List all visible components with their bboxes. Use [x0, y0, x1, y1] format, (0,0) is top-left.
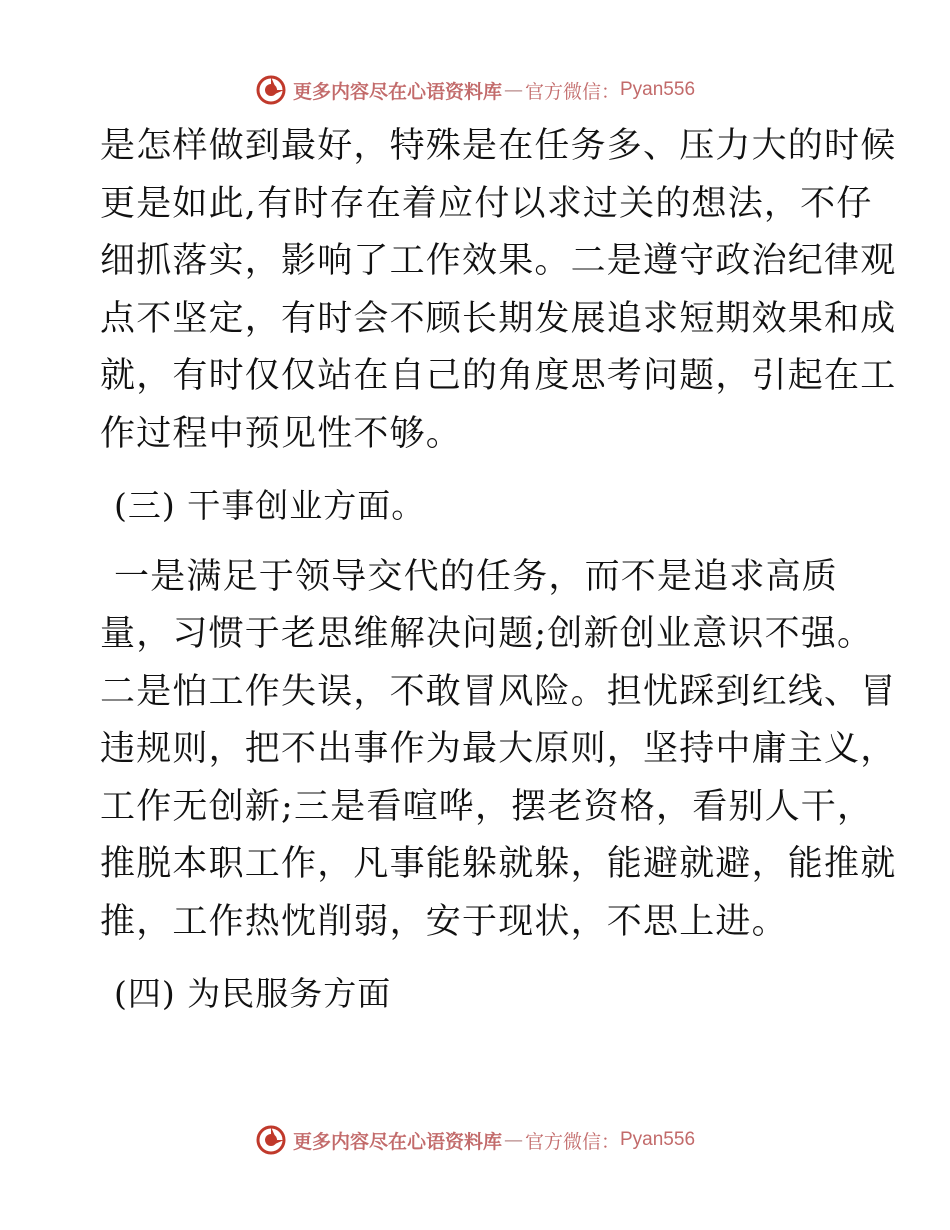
watermark-wechat-id: Pyan556	[620, 1129, 696, 1150]
text-line: 推脱本职工作，凡事能躲就躲，能避就避，能推就	[100, 844, 897, 884]
text-line: 点不坚定，有时会不顾长期发展追求短期效果和成	[100, 298, 897, 339]
paragraph-2	[100, 549, 897, 952]
text-line: 细抓落实，影响了工作效果。二是遵守政治纪律观	[100, 241, 897, 281]
text-line: 一是满足于领导交代的任务，而不是追求高质	[114, 556, 839, 597]
watermark-official: 官方微信：	[524, 80, 620, 103]
text-line: 违规则，把不出事作为最大原则，坚持中庸主义，	[100, 729, 897, 769]
text-line: 推，工作热忱削弱，安于现状，不思上进。	[100, 901, 788, 942]
watermark-official: 官方微信：	[524, 1130, 620, 1153]
text-line: 是怎样做到最好，特殊是在任务多、压力大的时候	[100, 126, 897, 166]
text-line: 更是如此,有时存在着应付以求过关的想法，不仔	[100, 183, 873, 224]
paragraph-1	[100, 118, 897, 463]
watermark-dash: —	[503, 1129, 523, 1151]
brand-logo-icon	[255, 1124, 287, 1156]
brand-logo-icon	[255, 74, 287, 106]
text-line: 作过程中预见性不够。	[100, 413, 463, 454]
watermark-brand: 更多内容尽在心语资料库	[292, 80, 502, 103]
text-line: 量，习惯于老思维解决问题;创新创业意识不强。	[100, 614, 874, 654]
section-heading-3: (三) 干事创业方面。	[114, 486, 426, 525]
section-heading-4: (四) 为民服务方面	[114, 974, 392, 1013]
watermark-brand: 更多内容尽在心语资料库	[292, 1130, 502, 1153]
watermark-wechat-id: Pyan556	[620, 79, 696, 100]
text-line: 二是怕工作失误，不敢冒风险。担忧踩到红线、冒	[100, 671, 897, 712]
footer-watermark	[0, 1120, 950, 1160]
header-watermark	[0, 70, 950, 110]
watermark-dash: —	[503, 79, 523, 101]
document-body	[100, 118, 897, 1023]
text-line: 就，有时仅仅站在自己的角度思考问题，引起在工	[100, 356, 897, 396]
text-line: 工作无创新;三是看喧哗，摆老资格，看别人干，	[100, 786, 874, 827]
